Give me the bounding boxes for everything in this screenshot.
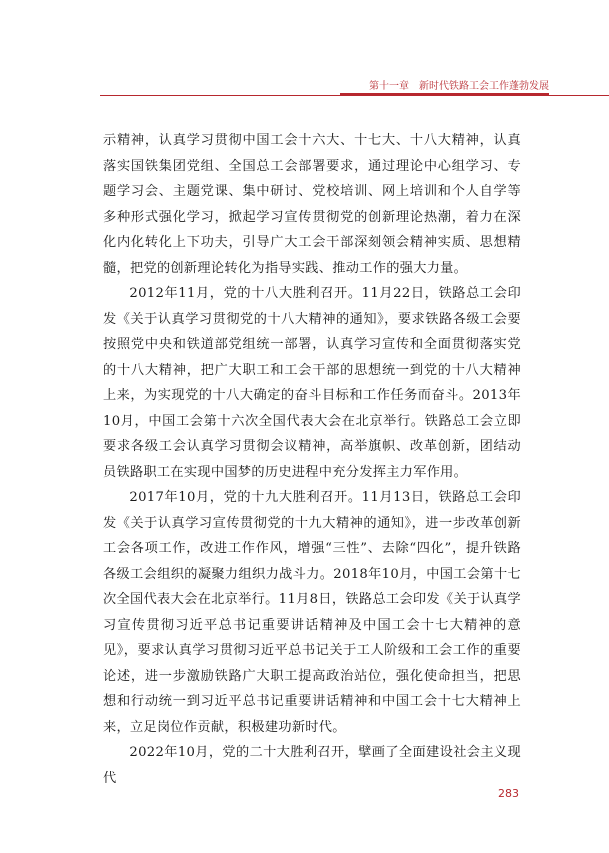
- header-accent-bar: [340, 93, 549, 96]
- chapter-title: 新时代铁路工会工作蓬勃发展: [419, 81, 549, 92]
- running-header: [0, 80, 609, 102]
- chapter-label: 第十一章: [369, 81, 409, 92]
- paragraph-19th-congress: 2017年10月，党的十九大胜利召开。11月13日，铁路总工会印发《关于认真学习宣传贯彻党的十九大精神的通知》，进一步改革创新工会各项工作，改进工作作风，增强“三性”、去除“四化”，提升铁路各级工会组织的凝聚力组织力战斗力。2018年10月，中国工会第十七次全国代表大会在北京举行。11月8日，铁路总工会印发《关于认真学习宣传贯彻习近平总书记重要讲话精神及中国工会十七大精神的意见》，要求认真学习贯彻习近平总书记关于工人阶级和工会工作的重要论述，进一步激励铁路广大职工提高政治站位，强化使命担当，把思想和行动统一到习近平总书记重要讲话精神和中国工会十七大精神上来，立足岗位作贡献，积极建功新时代。: [103, 490, 521, 735]
- body-text: [103, 128, 521, 791]
- paragraph-continued: 示精神，认真学习贯彻中国工会十六大、十七大、十八大精神，认真落实国铁集团党组、全国总工会部署要求，通过理论中心组学习、专题学习会、主题党课、集中研讨、党校培训、网上培训和个人自学等多种形式强化学习，掀起学习宣传贯彻党的创新理论热潮，着力在深化内化转化上下功夫，引导广大工会干部深刻领会精神实质、思想精髓，把党的创新理论转化为指导实践、推动工作的强大力量。: [103, 133, 521, 276]
- paragraph-18th-congress: 2012年11月，党的十八大胜利召开。11月22日，铁路总工会印发《关于认真学习贯彻党的十八大精神的通知》，要求铁路各级工会要按照党中央和铁道部党组统一部署，认真学习宣传和全面贯彻落实党的十八大精神，把广大职工和工会干部的思想统一到党的十八大精神上来，为实现党的十八大确定的奋斗目标和工作任务而奋斗。2013年10月，中国工会第十六次全国代表大会在北京举行。铁路总工会立即要求各级工会认真学习贯彻会议精神，高举旗帜、改革创新，团结动员铁路职工在实现中国梦的历史进程中充分发挥主力军作用。: [103, 286, 521, 480]
- page-number: 283: [498, 787, 519, 800]
- header-text: [369, 80, 549, 94]
- paragraph-20th-congress: 2022年10月，党的二十大胜利召开，擘画了全面建设社会主义现代: [103, 745, 521, 786]
